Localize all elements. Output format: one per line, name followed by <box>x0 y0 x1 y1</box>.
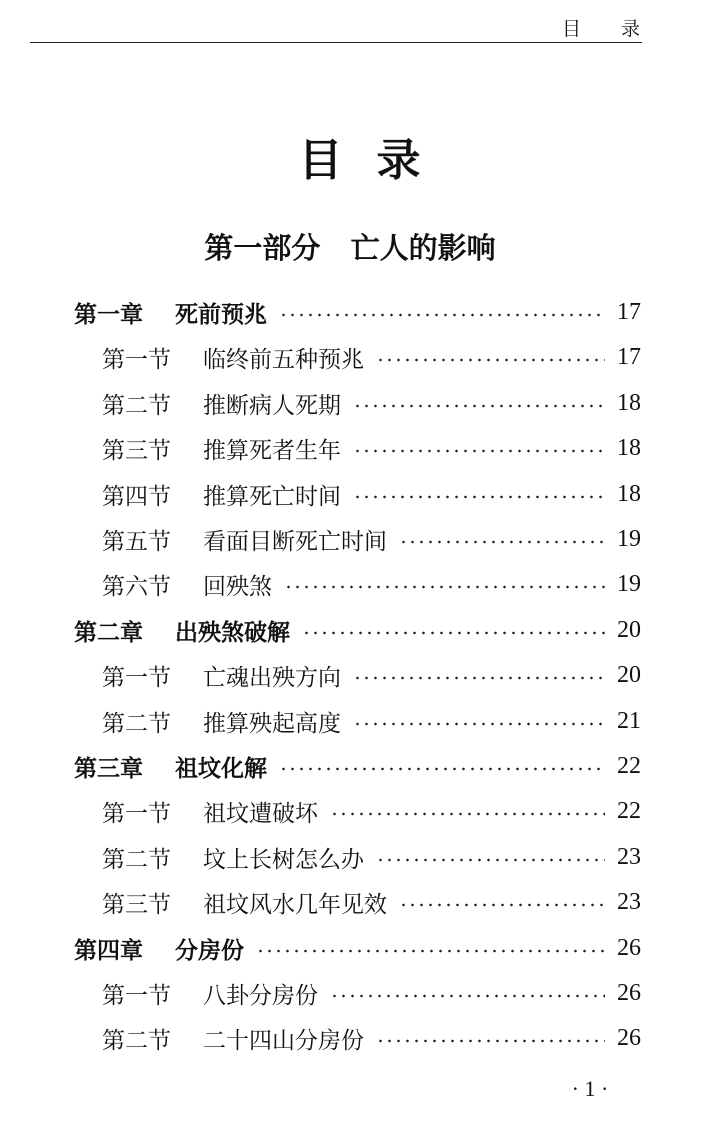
toc-dot-leader <box>353 449 605 453</box>
toc-entry-number: 第四节 <box>102 483 171 510</box>
toc-entry-number: 第四章 <box>74 937 143 964</box>
toc-section-row <box>102 701 641 741</box>
toc-entry-title: 看面目断死亡时间 <box>203 528 387 555</box>
toc-dot-leader <box>330 812 605 816</box>
toc-section-row <box>102 428 641 468</box>
toc-entry-label <box>102 795 318 828</box>
toc-chapter-row <box>74 928 641 968</box>
toc-page-number: 19 <box>617 570 641 597</box>
part-label: 第一部分 <box>204 231 321 265</box>
toc-page-number: 26 <box>617 979 641 1006</box>
toc-dot-leader <box>353 404 605 408</box>
toc-section-row <box>102 837 641 877</box>
toc-page-number: 22 <box>617 797 641 824</box>
toc-entry-title: 祖坟化解 <box>175 755 267 782</box>
toc-entry-number: 第一节 <box>102 346 171 373</box>
toc-entry-label <box>102 977 318 1010</box>
toc-entry-number: 第一章 <box>74 301 143 328</box>
toc-page-number: 18 <box>617 389 641 416</box>
toc-page-number: 23 <box>617 888 641 915</box>
toc-entry-number: 第三章 <box>74 755 143 782</box>
toc-entry-label <box>102 1022 364 1055</box>
running-header-text: 目录 <box>561 18 680 40</box>
toc-entry-number: 第二章 <box>74 619 143 646</box>
toc-page-number: 26 <box>617 1024 641 1051</box>
toc-entry-number: 第六节 <box>102 573 171 600</box>
toc-dot-leader <box>353 676 605 680</box>
toc-dot-leader <box>353 722 605 726</box>
toc-entry-number: 第一节 <box>102 982 171 1009</box>
toc-section-row <box>102 383 641 423</box>
toc-dot-leader <box>376 1039 605 1043</box>
toc-entry-label <box>102 841 364 874</box>
toc-dot-leader <box>353 495 605 499</box>
toc-entry-label <box>102 568 272 601</box>
page-folio: · 1 · <box>571 1076 609 1101</box>
toc-section-row <box>102 474 641 514</box>
toc-entry-number: 第三节 <box>102 891 171 918</box>
toc-entry-number: 第二节 <box>102 1027 171 1054</box>
toc-dot-leader <box>279 767 605 771</box>
toc-page-number: 23 <box>617 843 641 870</box>
toc-page-number: 18 <box>617 434 641 461</box>
toc-dot-leader <box>256 949 605 953</box>
toc-entry-label <box>102 523 387 556</box>
toc-page-number: 22 <box>617 752 641 779</box>
toc-section-row <box>102 564 641 604</box>
toc-page-number: 21 <box>617 707 641 734</box>
running-header <box>30 8 680 43</box>
toc-section-row <box>102 973 641 1013</box>
toc-entry-number: 第二节 <box>102 710 171 737</box>
toc-entry-title: 死前预兆 <box>175 301 267 328</box>
toc-dot-leader <box>376 858 605 862</box>
toc-entry-title: 临终前五种预兆 <box>203 346 364 373</box>
toc-entry-label <box>74 614 290 647</box>
toc-entry-title: 八卦分房份 <box>203 982 318 1009</box>
toc-section-row <box>102 791 641 831</box>
toc-entry-title: 二十四山分房份 <box>203 1027 364 1054</box>
toc-dot-leader <box>399 540 605 544</box>
page-title: 目录 <box>298 135 455 186</box>
toc-section-row <box>102 1018 641 1058</box>
toc-entry-number: 第一节 <box>102 664 171 691</box>
toc-chapter-row <box>74 292 641 332</box>
toc-entry-number: 第五节 <box>102 528 171 555</box>
toc-entry-label <box>102 705 341 738</box>
toc-entry-number: 第一节 <box>102 800 171 827</box>
toc-entry-label <box>74 932 244 965</box>
toc-entry-label <box>74 296 267 329</box>
toc-page-number: 20 <box>617 661 641 688</box>
toc-page-number: 17 <box>617 298 641 325</box>
toc-entry-title: 推算死者生年 <box>203 437 341 464</box>
toc-chapter-row <box>74 746 641 786</box>
toc-entry-label <box>102 341 364 374</box>
toc-section-row <box>102 655 641 695</box>
toc-entry-label <box>102 478 341 511</box>
part-name: 亡人的影响 <box>350 231 496 265</box>
toc-entry-label <box>102 432 341 465</box>
toc-entry-label <box>102 659 341 692</box>
toc-entry-number: 第二节 <box>102 392 171 419</box>
toc-page-number: 17 <box>617 343 641 370</box>
toc-entry-title: 回殃煞 <box>203 573 272 600</box>
toc-dot-leader <box>284 585 605 589</box>
toc-dot-leader <box>330 994 605 998</box>
toc-entry-title: 分房份 <box>175 937 244 964</box>
toc-entry-title: 坟上长树怎么办 <box>203 846 364 873</box>
toc-page-number: 19 <box>617 525 641 552</box>
toc-section-row <box>102 519 641 559</box>
toc-entry-title: 推算殃起高度 <box>203 710 341 737</box>
toc-entry-title: 祖坟风水几年见效 <box>203 891 387 918</box>
toc-section-row <box>102 337 641 377</box>
toc-dot-leader <box>279 313 605 317</box>
toc-entry-label <box>74 750 267 783</box>
toc-entry-title: 推算死亡时间 <box>203 483 341 510</box>
toc-chapter-row <box>74 610 641 650</box>
toc-entry-title: 推断病人死期 <box>203 392 341 419</box>
toc-dot-leader <box>376 358 605 362</box>
part-title <box>0 226 700 267</box>
toc-page-number: 26 <box>617 934 641 961</box>
toc-page-number: 20 <box>617 616 641 643</box>
toc-entry-label <box>102 387 341 420</box>
toc-entry-title: 亡魂出殃方向 <box>203 664 341 691</box>
toc-entry-title: 出殃煞破解 <box>175 619 290 646</box>
toc-dot-leader <box>302 631 605 635</box>
toc-dot-leader <box>399 903 605 907</box>
toc-entry-number: 第三节 <box>102 437 171 464</box>
toc-page-number: 18 <box>617 480 641 507</box>
toc-entry-number: 第二节 <box>102 846 171 873</box>
toc-section-row <box>102 882 641 922</box>
toc-entry-title: 祖坟遭破坏 <box>203 800 318 827</box>
toc-entry-label <box>102 886 387 919</box>
